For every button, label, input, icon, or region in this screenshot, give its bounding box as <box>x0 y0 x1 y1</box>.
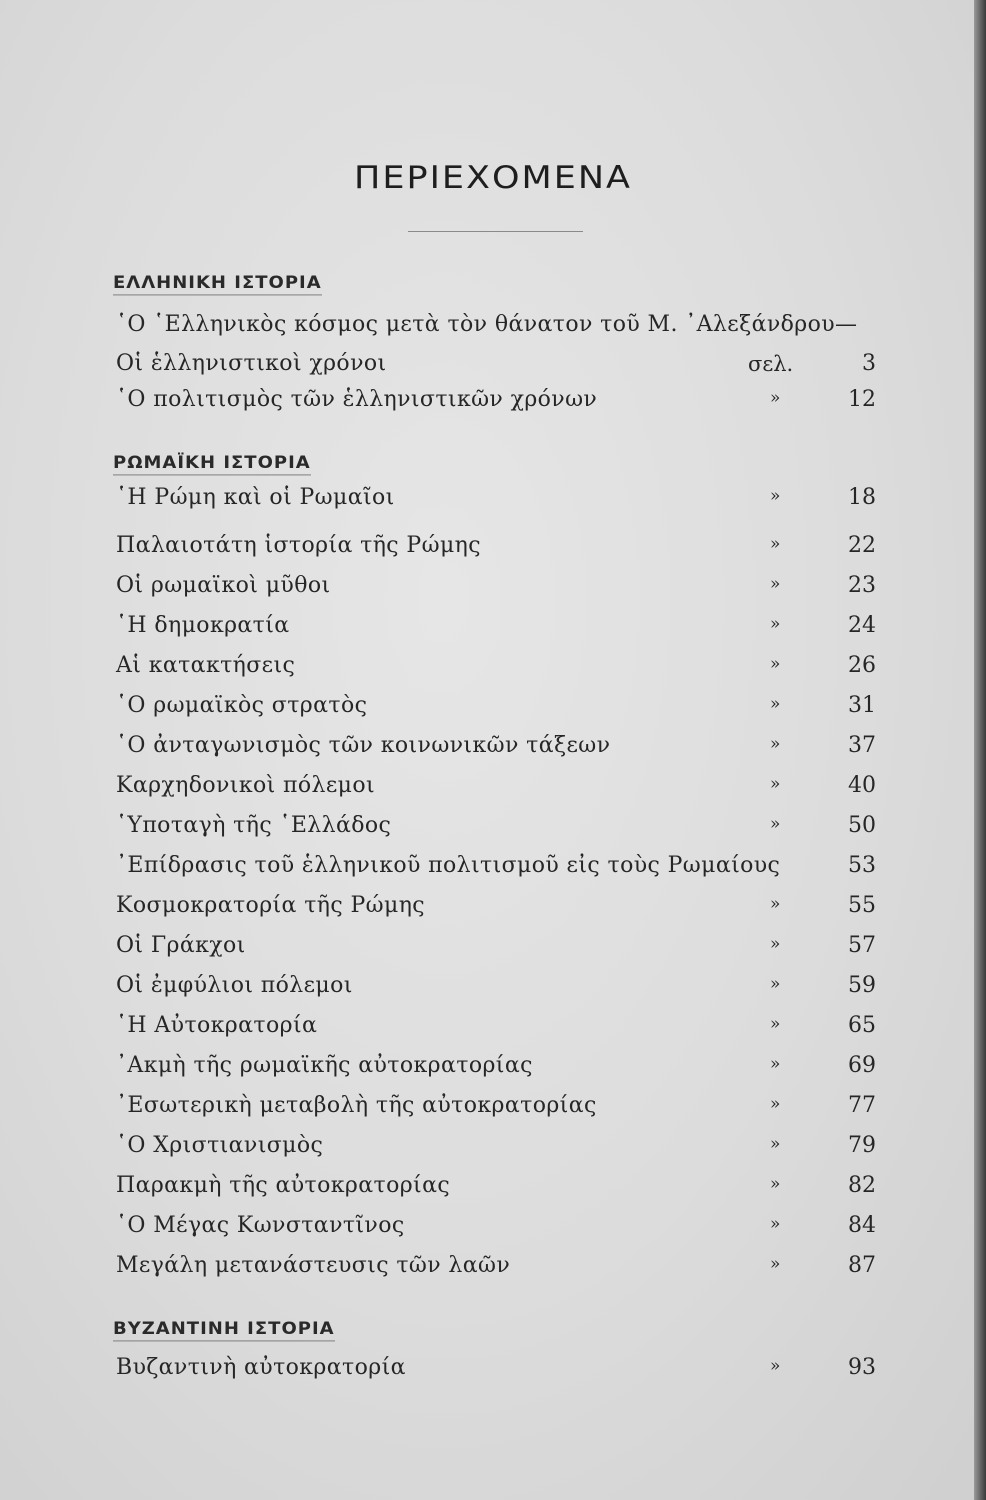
toc-entry-ditto-mark: » <box>770 894 781 914</box>
toc-entry-text: Καρχηδονικοὶ πόλεμοι <box>116 773 376 798</box>
toc-entry-page: 40 <box>848 773 876 798</box>
toc-entry-page: 12 <box>848 387 876 412</box>
toc-entry-ditto-mark: » <box>770 486 781 506</box>
toc-entry <box>116 1048 876 1084</box>
toc-entry-ditto-mark: » <box>770 534 781 554</box>
toc-entry-text: ῾Ο ῾Ελληνικὸς κόσμος μετὰ τὸν θάνατον τοῦ Μ. ᾿Αλεξάνδρου— <box>116 312 858 337</box>
toc-entry-page: 93 <box>848 1355 876 1380</box>
toc-entry-page: 69 <box>848 1053 876 1078</box>
toc-entry-page: 18 <box>848 485 876 510</box>
toc-entry-page: 22 <box>848 533 876 558</box>
toc-entry-ditto-mark: » <box>770 1094 781 1114</box>
toc-entry-page: 53 <box>848 853 876 878</box>
title-divider <box>408 231 583 232</box>
toc-entry-ditto-mark: » <box>770 1214 781 1234</box>
toc-entry <box>116 768 876 804</box>
toc-entry-text: ῾Ο ἀνταγωνισμὸς τῶν κοινωνικῶν τάξεων <box>116 733 611 758</box>
toc-entry-ditto-mark: » <box>770 974 781 994</box>
toc-entry-text: Παλαιοτάτη ἱστορία τῆς Ρώμης <box>116 533 481 558</box>
toc-entry-page: 26 <box>848 653 876 678</box>
toc-entry-page: 3 <box>862 351 876 376</box>
toc-entry <box>116 1008 876 1044</box>
toc-entry-text: Παρακμὴ τῆς αὐτοκρατορίας <box>116 1173 451 1198</box>
toc-entry-page: 87 <box>848 1253 876 1278</box>
toc-entry <box>116 1168 876 1204</box>
toc-entry <box>116 1208 876 1244</box>
toc-entry <box>116 1248 876 1284</box>
toc-entry-ditto-mark: » <box>770 574 781 594</box>
toc-entry-text: Οἱ ἑλληνιστικοὶ χρόνοι <box>116 351 387 376</box>
toc-entry-ditto-mark: » <box>770 1174 781 1194</box>
toc-entry <box>116 688 876 724</box>
toc-entry <box>116 848 876 884</box>
toc-entry-text: ᾿Εσωτερικὴ μεταβολὴ τῆς αὐτοκρατορίας <box>116 1093 597 1118</box>
toc-entry-ditto-mark: » <box>770 814 781 834</box>
toc-entry <box>116 808 876 844</box>
page-spine-shadow <box>974 0 986 1500</box>
toc-entry-ditto-mark: » <box>770 614 781 634</box>
toc-entry-text: ῾Ο Μέγας Κωνσταντῖνος <box>116 1213 405 1238</box>
toc-entry-text: Μεγάλη μετανάστευσις τῶν λαῶν <box>116 1253 511 1278</box>
toc-entry-text: ῾Ο Χριστιανισμὸς <box>116 1133 324 1158</box>
toc-entry-text: ῾Ο πολιτισμὸς τῶν ἑλληνιστικῶν χρόνων <box>116 387 598 412</box>
toc-entry <box>116 382 876 418</box>
toc-entry-page: 23 <box>848 573 876 598</box>
toc-entry-ditto-mark: » <box>770 1014 781 1034</box>
toc-entry-page: 55 <box>848 893 876 918</box>
toc-entry-page: 82 <box>848 1173 876 1198</box>
toc-entry <box>116 928 876 964</box>
toc-entry-page: 59 <box>848 973 876 998</box>
toc-entry-text: Οἱ ἐμφύλιοι πόλεμοι <box>116 973 353 998</box>
toc-entry-text: ῾Ο ρωμαϊκὸς στρατὸς <box>116 693 368 718</box>
toc-entry-page: 24 <box>848 613 876 638</box>
toc-entry-text: Οἱ Γράκχοι <box>116 933 246 958</box>
toc-entry-text: ᾿Επίδρασις τοῦ ἑλληνικοῦ πολιτισμοῦ εἰς τοὺς Ρωμαίους <box>116 853 781 878</box>
toc-entry <box>116 528 876 564</box>
toc-entry <box>116 568 876 604</box>
toc-entry-ditto-mark: » <box>770 1054 781 1074</box>
toc-entry-text: ῾Η Ρώμη καὶ οἱ Ρωμαῖοι <box>116 485 395 510</box>
toc-entry-ditto-mark: » <box>770 774 781 794</box>
toc-entry-ditto-mark: » <box>770 1356 781 1376</box>
toc-entry <box>116 480 876 516</box>
toc-entry-ditto-mark: » <box>770 694 781 714</box>
toc-entry <box>116 1128 876 1164</box>
toc-entry-text: ῾Η Αὐτοκρατορία <box>116 1013 318 1038</box>
toc-entry-page: 57 <box>848 933 876 958</box>
toc-entry <box>116 728 876 764</box>
toc-entry-text: Βυζαντινὴ αὐτοκρατορία <box>116 1355 406 1380</box>
toc-entry <box>116 888 876 924</box>
toc-entry-page: 79 <box>848 1133 876 1158</box>
toc-entry <box>116 648 876 684</box>
toc-entry-page: 84 <box>848 1213 876 1238</box>
toc-entry-ditto-mark: » <box>770 934 781 954</box>
section-heading-hellenic: ΕΛΛΗΝΙΚΗ ΙΣΤΟΡΙΑ <box>113 273 322 296</box>
toc-entry-page: 77 <box>848 1093 876 1118</box>
toc-entry-page-abbrev: σελ. <box>748 352 794 376</box>
toc-entry-ditto-mark: » <box>770 388 781 408</box>
toc-entry-ditto-mark: » <box>770 654 781 674</box>
toc-entry-text: Κοσμοκρατορία τῆς Ρώμης <box>116 893 426 918</box>
toc-entry <box>116 1350 876 1386</box>
toc-entry-page: 50 <box>848 813 876 838</box>
toc-entry <box>116 346 876 382</box>
toc-entry-ditto-mark: » <box>770 1134 781 1154</box>
section-heading-roman: ΡΩΜΑΪΚΗ ΙΣΤΟΡΙΑ <box>113 453 311 476</box>
toc-entry <box>116 608 876 644</box>
toc-entry-ditto-mark: » <box>770 1254 781 1274</box>
toc-entry-page: 31 <box>848 693 876 718</box>
toc-entry-ditto-mark: » <box>770 734 781 754</box>
toc-entry <box>116 968 876 1004</box>
toc-entry-text: Αἱ κατακτήσεις <box>116 653 296 678</box>
toc-entry-page: 65 <box>848 1013 876 1038</box>
toc-entry-page: 37 <box>848 733 876 758</box>
toc-entry-text: Οἱ ρωμαϊκοὶ μῦθοι <box>116 573 331 598</box>
toc-entry <box>116 1088 876 1124</box>
toc-entry-text: ῾Η δημοκρατία <box>116 613 290 638</box>
toc-entry-text: ῾Υποταγὴ τῆς ῾Ελλάδος <box>116 813 392 838</box>
toc-entry <box>116 307 876 343</box>
toc-entry-text: ᾿Ακμὴ τῆς ρωμαϊκῆς αὐτοκρατορίας <box>116 1053 533 1078</box>
page-title: ΠΕΡΙΕΧΟΜΕΝΑ <box>354 160 632 196</box>
section-heading-byzantine: ΒΥΖΑΝΤΙΝΗ ΙΣΤΟΡΙΑ <box>113 1319 335 1342</box>
